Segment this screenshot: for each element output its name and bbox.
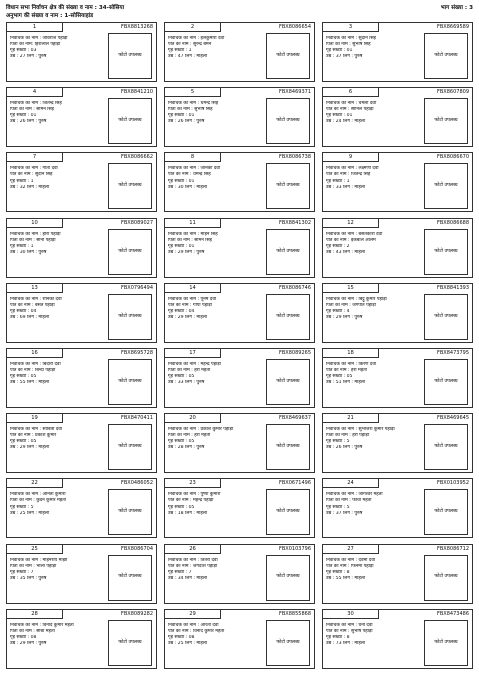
- relative-name: पति का नाम : जितेन्द्र सिंह: [326, 172, 371, 178]
- voter-name: निर्वाचक का नाम : मोहन सिंह: [168, 231, 218, 237]
- serial-number: 7: [7, 153, 63, 162]
- house-number: गृह संख्या : 5: [326, 439, 350, 445]
- voter-details: [168, 558, 264, 582]
- voter-details: [168, 427, 264, 451]
- photo-box: फोटो उपलब्ध: [108, 98, 152, 144]
- age-gender: उम्र : 69 लिंग : महिला: [10, 315, 50, 321]
- epic-number: FBX8841393: [437, 284, 469, 291]
- serial-number: 16: [7, 349, 63, 358]
- photo-box: फोटो उपलब्ध: [266, 620, 310, 666]
- section-title: अनुभाग की संख्या व नाम : 1-सोसियाहांड: [6, 13, 94, 19]
- voter-details: [168, 232, 264, 256]
- voter-details: [326, 492, 422, 516]
- voter-details: [168, 297, 264, 321]
- voter-name: निर्वाचक का नाम : पुष्पा कुमारी: [168, 492, 221, 498]
- epic-number: FBX8469371: [279, 89, 311, 96]
- voter-name: निर्वाचक का नाम : देवमी देवी: [326, 557, 376, 563]
- house-number: गृह संख्या : 1: [326, 178, 350, 184]
- photo-box: फोटो उपलब्ध: [108, 33, 152, 79]
- epic-number: FBX8089265: [279, 349, 311, 356]
- voter-card: [164, 87, 315, 147]
- age-gender: उम्र : 55 लिंग : महिला: [326, 575, 366, 581]
- relative-name: पति का नाम : सुदीन सिंह: [10, 172, 53, 178]
- voter-card: [322, 544, 473, 604]
- age-gender: उम्र : 43 लिंग : महिला: [326, 249, 366, 255]
- house-number: गृह संख्या : 4: [326, 308, 350, 314]
- photo-box: फोटो उपलब्ध: [424, 98, 468, 144]
- epic-number: FBX8607809: [437, 89, 469, 96]
- epic-number: FBX8473795: [437, 349, 469, 356]
- voter-details: [10, 166, 106, 190]
- voter-card: [6, 348, 157, 408]
- voter-name: निर्वाचक का नाम : लक्ष्मणी देवी: [326, 166, 379, 172]
- voter-details: [10, 492, 106, 516]
- relative-name: पिता का नाम : सोमन सिंह: [10, 107, 54, 113]
- photo-box: फोटो उपलब्ध: [266, 294, 310, 340]
- voter-name: निर्वाचक का नाम : जागेश्वर महतो: [326, 492, 383, 498]
- epic-number: FBX8470411: [121, 415, 153, 422]
- serial-number: 3: [323, 23, 379, 32]
- epic-number: FBX8086746: [279, 284, 311, 291]
- voter-details: [10, 297, 106, 321]
- house-number: गृह संख्या : 08: [168, 634, 195, 640]
- voter-card: [322, 152, 473, 212]
- epic-number: FBX8469637: [279, 415, 311, 422]
- house-number: गृह संख्या : 8: [326, 634, 350, 640]
- relative-name: पति का नाम : सुरेन्द्र बमन: [168, 42, 212, 48]
- voter-details: [10, 623, 106, 647]
- voter-details: [168, 166, 264, 190]
- relative-name: पिता का नाम : कुंदन कुमार महतो: [10, 498, 66, 504]
- voter-card: [6, 413, 157, 473]
- house-number: गृह संख्या : 01: [168, 243, 195, 249]
- age-gender: उम्र : 25 लिंग : महिला: [168, 640, 208, 646]
- voter-name: निर्वाचक का नाम : महेन्द्र पहाड़ी: [168, 361, 221, 367]
- relative-name: पिता का नाम : सोमन सिंह: [168, 237, 212, 243]
- voter-name: निर्वाचक का नाम : किरण देवी: [326, 361, 377, 367]
- epic-number: FBX8089027: [121, 219, 153, 226]
- age-gender: उम्र : 47 लिंग : महिला: [168, 54, 208, 60]
- voter-name: निर्वाचक का नाम : तितरा देवी: [168, 557, 218, 563]
- voter-name: निर्वाचक का नाम : घनी देवी: [326, 622, 373, 628]
- voter-card: [164, 22, 315, 82]
- epic-number: FBX8695728: [121, 349, 153, 356]
- house-number: गृह संख्या : 05: [326, 374, 353, 380]
- voter-card: [164, 478, 315, 538]
- serial-number: 19: [7, 414, 63, 423]
- relative-name: पिता का नाम : फोचा महतो: [326, 498, 372, 504]
- photo-box: फोटो उपलब्ध: [266, 424, 310, 470]
- age-gender: उम्र : 27 लिंग : पुरुष: [10, 54, 47, 60]
- voter-card: [164, 152, 315, 212]
- age-gender: उम्र : 29 लिंग : महिला: [10, 445, 50, 451]
- voter-card: [164, 348, 315, 408]
- voter-name: निर्वाचक का नाम : बिट्टू कुमार पहाड़ी: [326, 296, 387, 302]
- voter-details: [326, 362, 422, 386]
- serial-number: 8: [165, 153, 221, 162]
- voter-card: [164, 544, 315, 604]
- relative-name: पति का नाम : सुभाष पहाड़ी: [326, 628, 373, 634]
- voter-details: [168, 101, 264, 125]
- epic-number: FBX8086704: [121, 545, 153, 552]
- house-number: गृह संख्या : 03: [10, 48, 37, 54]
- house-number: गृह संख्या : 2: [326, 243, 350, 249]
- epic-number: FBX8086662: [121, 154, 153, 161]
- house-number: गृह संख्या : 01: [326, 113, 353, 119]
- epic-number: FBX0103796: [279, 545, 311, 552]
- house-number: गृह संख्या : 7: [168, 569, 192, 575]
- epic-number: FBX8086738: [279, 154, 311, 161]
- epic-number: FBX8086654: [279, 24, 311, 30]
- house-number: गृह संख्या : 7: [10, 569, 34, 575]
- serial-number: 17: [165, 349, 221, 358]
- voter-name: निर्वाचक का नाम : रौनिका देवी: [10, 296, 62, 302]
- voter-card: [6, 544, 157, 604]
- house-number: गृह संख्या : 05: [168, 439, 195, 445]
- age-gender: उम्र : 18 लिंग : महिला: [168, 510, 208, 516]
- epic-number: FBX8813268: [121, 24, 153, 30]
- age-gender: उम्र : 51 लिंग : महिला: [326, 380, 366, 386]
- serial-number: 4: [7, 88, 63, 97]
- voter-details: [168, 362, 264, 386]
- voter-name: निर्वाचक का नाम : हीरा पहाड़ी: [10, 231, 61, 237]
- voter-card: [164, 609, 315, 669]
- age-gender: उम्र : 34 लिंग : महिला: [168, 575, 208, 581]
- voter-name: निर्वाचक का नाम : सुभाजरा कुमार पहाड़ी: [326, 427, 395, 433]
- serial-number: 1: [7, 23, 63, 32]
- epic-number: FBX0486052: [121, 480, 153, 487]
- photo-box: फोटो उपलब्ध: [266, 163, 310, 209]
- photo-box: फोटो उपलब्ध: [108, 294, 152, 340]
- serial-number: 18: [323, 349, 379, 358]
- voter-card: [6, 87, 157, 147]
- voter-card: [322, 218, 473, 278]
- relative-name: पिता का नाम : जगपति पहाड़ी: [326, 302, 376, 308]
- voter-name: निर्वाचक का नाम : जीवराज पहाड़ी: [10, 36, 68, 41]
- voter-details: [168, 492, 264, 516]
- age-gender: उम्र : 55 लिंग : महिला: [10, 380, 50, 386]
- photo-box: फोटो उपलब्ध: [108, 359, 152, 405]
- voter-details: [326, 558, 422, 582]
- serial-number: 6: [323, 88, 379, 97]
- photo-box: फोटो उपलब्ध: [108, 229, 152, 275]
- voter-details: [10, 36, 106, 60]
- serial-number: 20: [165, 414, 221, 423]
- voter-card: [164, 413, 315, 473]
- house-number: गृह संख्या : 08: [10, 634, 37, 640]
- photo-box: फोटो उपलब्ध: [424, 229, 468, 275]
- serial-number: 30: [323, 610, 379, 619]
- age-gender: उम्र : 37 लिंग : पुरुष: [326, 54, 363, 60]
- house-number: गृह संख्या : 1: [10, 178, 34, 184]
- voter-name: निर्वाचक का नाम : प्रकाश कुमार पहाड़ी: [168, 427, 234, 433]
- epic-number: FBX8841210: [121, 89, 153, 96]
- voter-details: [326, 427, 422, 451]
- epic-number: FBX8841302: [279, 219, 311, 226]
- voter-card: [322, 413, 473, 473]
- house-number: गृह संख्या : 5: [326, 504, 350, 510]
- age-gender: उम्र : 26 लिंग : पुरुष: [326, 445, 363, 451]
- epic-number: FBX8469645: [437, 415, 469, 422]
- serial-number: 29: [165, 610, 221, 619]
- voter-card: [164, 218, 315, 278]
- voter-name: निर्वाचक का नाम : धर्मेन्द्र सिंह: [168, 101, 219, 107]
- relative-name: पिता का नाम : सुभाष सिंह: [168, 107, 213, 113]
- serial-number: 26: [165, 545, 221, 554]
- age-gender: उम्र : 33 लिंग : महिला: [326, 184, 366, 190]
- epic-number: FBX8855868: [279, 610, 311, 617]
- voter-name: निर्वाचक का नाम : बसंतकारी देवी: [326, 231, 383, 237]
- serial-number: 25: [7, 545, 63, 554]
- epic-number: FBX8089282: [121, 610, 153, 617]
- voter-name: निर्वाचक का नाम : चमेली देवी: [326, 101, 377, 107]
- age-gender: उम्र : 26 लिंग : पुरुष: [10, 119, 47, 125]
- voter-details: [168, 36, 264, 60]
- house-number: गृह संख्या : 05: [168, 374, 195, 380]
- serial-number: 15: [323, 284, 379, 293]
- photo-box: फोटो उपलब्ध: [266, 489, 310, 535]
- voter-name: निर्वाचक का नाम : साबित्री देवी: [10, 427, 62, 433]
- photo-box: फोटो उपलब्ध: [424, 489, 468, 535]
- serial-number: 13: [7, 284, 63, 293]
- voter-details: [326, 297, 422, 321]
- relative-name: पति का नाम : गोपा पहाड़ी: [168, 302, 212, 308]
- age-gender: उम्र : 29 लिंग : महिला: [168, 315, 208, 321]
- relative-name: पिता का नाम : सोना पहाड़ी: [10, 237, 56, 243]
- age-gender: उम्र : 30 लिंग : महिला: [168, 184, 208, 190]
- voter-name: निर्वाचक का नाम : गीता देवी: [10, 166, 58, 172]
- epic-number: FBX0671496: [279, 480, 311, 487]
- serial-number: 22: [7, 479, 63, 488]
- voter-card: [6, 478, 157, 538]
- age-gender: उम्र : 29 लिंग : पुरुष: [168, 249, 205, 255]
- relative-name: पिता का नाम : हरी पहाड़ी: [326, 433, 370, 439]
- house-number: गृह संख्या : 05: [10, 374, 37, 380]
- voter-details: [326, 36, 422, 60]
- voter-card: [322, 283, 473, 343]
- photo-box: फोटो उपलब्ध: [266, 98, 310, 144]
- age-gender: उम्र : 32 लिंग : महिला: [10, 184, 50, 190]
- voter-details: [168, 623, 264, 647]
- house-number: गृह संख्या : 05: [168, 504, 195, 510]
- serial-number: 28: [7, 610, 63, 619]
- house-number: गृह संख्या : 1: [168, 48, 192, 54]
- relative-name: पति का नाम : विनाद कुमार महतो: [168, 628, 225, 634]
- voter-details: [326, 166, 422, 190]
- photo-box: फोटो उपलब्ध: [108, 424, 152, 470]
- constituency-title: विधान सभा निर्वाचन क्षेत्र की संख्या व नाम : 34-सोसिया: [6, 5, 125, 11]
- relative-name: पिता का नाम : भोला पहाड़ी: [10, 563, 57, 569]
- voter-details: [10, 101, 106, 125]
- voter-card: [322, 87, 473, 147]
- photo-box: फोटो उपलब्ध: [424, 424, 468, 470]
- house-number: गृह संख्या : 01: [10, 113, 37, 119]
- photo-box: फोटो उपलब्ध: [424, 33, 468, 79]
- voter-name: निर्वाचक का नाम : विनाद कुमार महतो: [10, 622, 74, 628]
- age-gender: उम्र : 26 लिंग : पुरुष: [168, 119, 205, 125]
- voter-name: निर्वाचक का नाम : जानकी देवी: [168, 166, 221, 172]
- part-number: भाग संख्या : 3: [440, 5, 473, 11]
- relative-name: पिता का नाम : हरी महतो: [168, 368, 211, 374]
- epic-number: FBX8473486: [437, 610, 469, 617]
- photo-box: फोटो उपलब्ध: [266, 359, 310, 405]
- voter-name: निर्वाचक का नाम : मोहनराय मांझी: [10, 557, 68, 563]
- house-number: गृह संख्या : 04: [10, 308, 37, 314]
- voter-name: निर्वाचक का नाम : हलकुमारी देवी: [168, 36, 225, 41]
- photo-box: फोटो उपलब्ध: [424, 163, 468, 209]
- voter-card: [6, 152, 157, 212]
- voter-details: [326, 101, 422, 125]
- age-gender: उम्र : 29 लिंग : पुरुष: [10, 640, 47, 646]
- voter-name: निर्वाचक का नाम : पूनम देवी: [168, 296, 217, 302]
- voter-card: [6, 218, 157, 278]
- relative-name: पति का नाम : धर्मेन्द्र सिंह: [168, 172, 211, 178]
- relative-name: पति का नाम : महेन्द्र पहाड़ी: [168, 498, 214, 504]
- serial-number: 2: [165, 23, 221, 32]
- epic-number: FBX8669589: [437, 24, 469, 30]
- house-number: गृह संख्या : 04: [168, 308, 195, 314]
- relative-name: पति का नाम : प्रकाश कुमार: [10, 433, 57, 439]
- serial-number: 12: [323, 219, 379, 228]
- age-gender: उम्र : 33 लिंग : पुरुष: [168, 380, 205, 386]
- relative-name: पति का नाम : बसंत पहाड़ी: [10, 302, 55, 308]
- age-gender: उम्र : 29 लिंग : पुरुष: [326, 315, 363, 321]
- serial-number: 10: [7, 219, 63, 228]
- relative-name: पति का नाम : इकबाल आलम: [326, 237, 376, 243]
- voter-details: [326, 232, 422, 256]
- house-number: गृह संख्या : 05: [10, 439, 37, 445]
- voter-details: [326, 623, 422, 647]
- photo-box: फोटो उपलब्ध: [266, 229, 310, 275]
- house-number: गृह संख्या : 01: [168, 178, 195, 184]
- photo-box: फोटो उपलब्ध: [266, 555, 310, 601]
- voter-name: निर्वाचक का नाम : अनिता कुमारी: [10, 492, 66, 498]
- voter-card: [322, 478, 473, 538]
- voter-name: निर्वाचक का नाम : सुदीन सिंह: [326, 36, 377, 41]
- epic-number: FBX0103952: [437, 480, 469, 487]
- photo-box: फोटो उपलब्ध: [424, 359, 468, 405]
- photo-box: फोटो उपलब्ध: [266, 33, 310, 79]
- relative-name: पिता का नाम : हरी महतो: [168, 433, 211, 439]
- serial-number: 5: [165, 88, 221, 97]
- serial-number: 23: [165, 479, 221, 488]
- voter-card: [322, 609, 473, 669]
- serial-number: 11: [165, 219, 221, 228]
- age-gender: उम्र : 35 लिंग : पुरुष: [10, 575, 47, 581]
- voter-card: [6, 22, 157, 82]
- photo-box: फोटो उपलब्ध: [424, 555, 468, 601]
- voter-card: [322, 22, 473, 82]
- photo-box: फोटो उपलब्ध: [108, 489, 152, 535]
- voter-details: [10, 362, 106, 386]
- age-gender: उम्र : 24 लिंग : महिला: [326, 119, 366, 125]
- house-number: गृह संख्या : 1: [10, 243, 34, 249]
- relative-name: पति का नाम : बिन्दा पहाड़ी: [10, 368, 56, 374]
- house-number: गृह संख्या : 01: [326, 48, 353, 54]
- voter-details: [10, 427, 106, 451]
- relative-name: पिता का नाम : सीबा महतो: [10, 628, 55, 634]
- voter-name: निर्वाचक का नाम : बिंदारी देवी: [10, 361, 61, 367]
- age-gender: उम्र : 30 लिंग : पुरुष: [10, 249, 47, 255]
- voter-card: [322, 348, 473, 408]
- house-number: गृह संख्या : 01: [168, 113, 195, 119]
- voter-card: [6, 609, 157, 669]
- serial-number: 9: [323, 153, 379, 162]
- house-number: गृह संख्या : 5: [10, 504, 34, 510]
- serial-number: 21: [323, 414, 379, 423]
- age-gender: उम्र : 37 लिंग : पुरुष: [326, 510, 363, 516]
- epic-number: FBX8086670: [437, 154, 469, 161]
- serial-number: 24: [323, 479, 379, 488]
- voter-card-grid: [6, 22, 473, 672]
- age-gender: उम्र : 25 लिंग : महिला: [10, 510, 50, 516]
- serial-number: 27: [323, 545, 379, 554]
- photo-box: फोटो उपलब्ध: [424, 294, 468, 340]
- voter-name: निर्वाचक का नाम : जितेन्द्र सिंह: [10, 101, 62, 107]
- house-number: गृह संख्या : 8: [326, 569, 350, 575]
- age-gender: उम्र : 73 लिंग : महिला: [326, 640, 366, 646]
- relative-name: पति का नाम : सोनिल पहाड़ी: [326, 107, 374, 113]
- page-header: [6, 4, 473, 20]
- relative-name: पिता का नाम: हिरालाल पहाड़ी: [10, 42, 61, 48]
- epic-number: FBX0796494: [121, 284, 153, 291]
- voter-details: [10, 232, 106, 256]
- voter-name: निर्वाचक का नाम : आरती देवी: [168, 622, 219, 628]
- age-gender: उम्र : 28 लिंग : पुरुष: [168, 445, 205, 451]
- voter-card: [6, 283, 157, 343]
- photo-box: फोटो उपलब्ध: [108, 620, 152, 666]
- voter-details: [10, 558, 106, 582]
- epic-number: FBX8086712: [437, 545, 469, 552]
- epic-number: FBX8086688: [437, 219, 469, 226]
- photo-box: फोटो उपलब्ध: [108, 555, 152, 601]
- relative-name: पिता का नाम : सुभाष सिंह: [326, 42, 371, 48]
- photo-box: फोटो उपलब्ध: [108, 163, 152, 209]
- photo-box: फोटो उपलब्ध: [424, 620, 468, 666]
- relative-name: पति का नाम : हरी महतो: [326, 368, 367, 374]
- serial-number: 14: [165, 284, 221, 293]
- relative-name: पति का नाम : जगदीश पहाड़ी: [168, 563, 218, 569]
- voter-card: [164, 283, 315, 343]
- relative-name: पति का नाम : फिनमा पहाड़ी: [326, 563, 374, 569]
